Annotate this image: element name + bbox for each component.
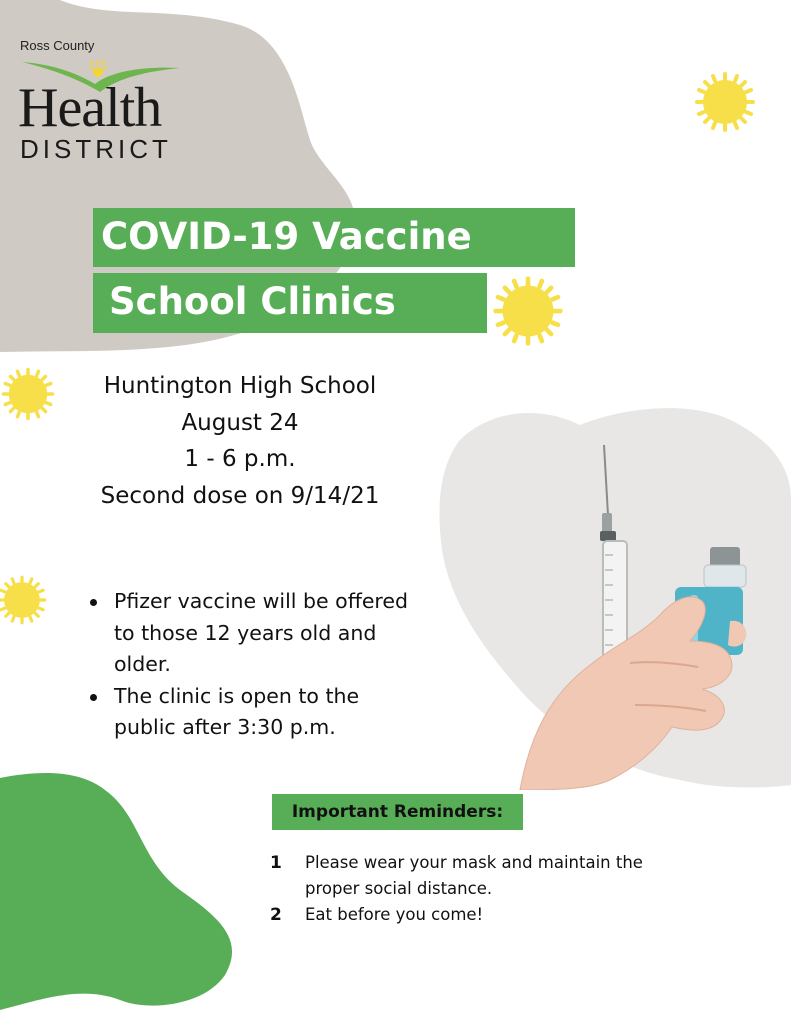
logo-health: Health <box>18 77 162 139</box>
logo-district: DISTRICT <box>20 134 172 164</box>
reminders-header: Important Reminders: <box>272 794 523 830</box>
event-time: 1 - 6 p.m. <box>184 446 296 472</box>
reminder-item <box>270 850 690 902</box>
bullet-text: Pfizer vaccine will be offered to those 12 years old and older. <box>114 589 409 676</box>
reminder-number: 2 <box>270 905 282 925</box>
logo-county: Ross County <box>20 38 95 53</box>
reminder-number: 1 <box>270 853 282 873</box>
virus-icon-left-upper <box>0 366 56 422</box>
virus-icon-title <box>491 274 565 348</box>
reminders-list <box>270 850 690 928</box>
bullet-item <box>88 586 418 681</box>
event-school: Huntington High School <box>103 373 377 399</box>
bullet-item <box>88 681 418 744</box>
event-second-dose: Second dose on 9/14/21 <box>100 482 380 509</box>
bullet-text: The clinic is open to the public after 3:30 p.m. <box>114 683 360 739</box>
virus-icon-top-right <box>693 70 757 134</box>
bullet-dot-icon <box>90 599 97 606</box>
title-line-1: COVID-19 Vaccine <box>93 208 575 267</box>
event-date: August 24 <box>181 409 299 436</box>
virus-icon-left-lower <box>0 573 48 627</box>
needle-icon <box>604 445 608 515</box>
reminder-text: Eat before you come! <box>305 905 484 924</box>
green-blob <box>0 773 232 1010</box>
info-bullets <box>88 586 418 744</box>
reminder-item <box>270 902 690 928</box>
reminder-text: Please wear your mask and maintain the proper social distance. <box>305 853 643 898</box>
vaccine-photo <box>440 405 791 790</box>
event-details <box>90 368 390 514</box>
title-line-2: School Clinics <box>93 273 487 333</box>
bullet-dot-icon <box>90 694 97 701</box>
